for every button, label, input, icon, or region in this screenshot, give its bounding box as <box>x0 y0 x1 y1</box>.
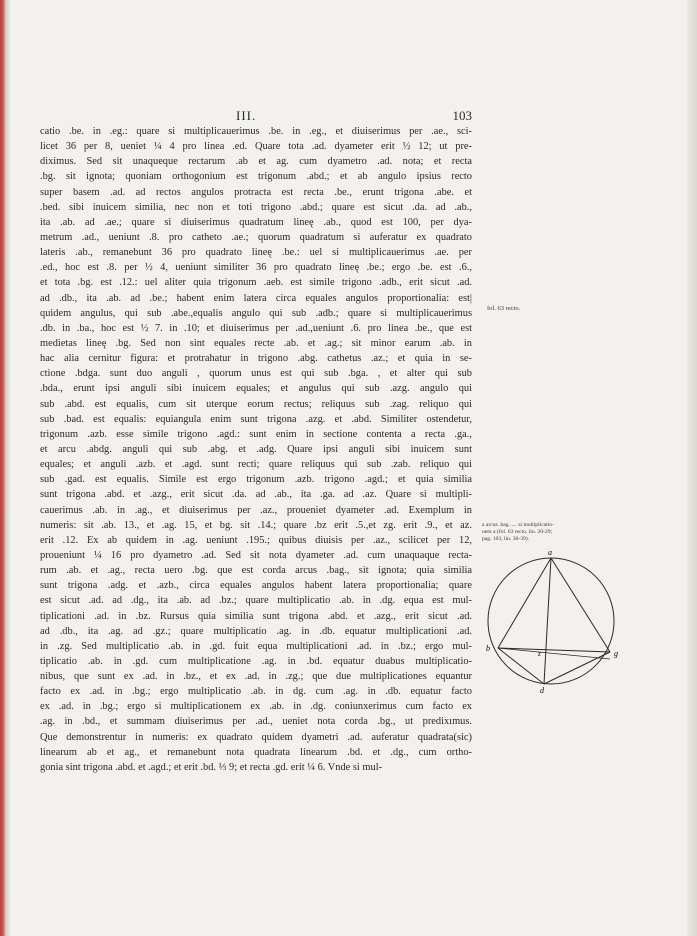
text-line: quidem angulus, qui sub .abe.,equalis angulo qui sub .adb.; quare si multiplicauerimus <box>40 307 472 319</box>
text-line: .db. in .ba., hoc est ½ 7. in .10; et diuiserimus per .ad.,ueniunt .6. pro linea .be., que est <box>40 322 472 334</box>
text-line: .ed., hoc est .8. per ½ 4, ueniunt similiter 36 pro quadrato lineę .be.; ergo .be. est .6., <box>40 262 472 274</box>
circle-diagram <box>478 548 624 694</box>
text-line: cauerimus .ab. in .ag., et diuiserimus per .az., proueniet dyameter .ad. Exemplum in <box>40 504 472 516</box>
text-line: .bda., erunt ipsi anguli sibi inuicem equales; et angulus qui sub .azg. angulo qui <box>40 383 472 395</box>
text-line: sub .abd. est equalis, cum sit uterque eorum rectus; reliquus sub .zag. reliquo qui <box>40 398 472 410</box>
circumscribed-circle <box>488 558 614 684</box>
text-line: ex .ad. in .bg.; ergo si multiplicationem ex .ab. in .dg. coniunxerimus cum facto ex <box>40 701 472 713</box>
text-line: licet 36 per 8, ueniet ¼ 4 pro linea .ed. Quare tota .ad. dyameter erit ½ 12; ut pre- <box>40 141 472 153</box>
text-line: metrum .ad., ueniunt .8. pro catheto .ae.; quorum quadratum si auferatur ex quadrato <box>40 231 472 243</box>
text-line: sub .bad. est equalis: equiangula enim sunt trigona .azg. et .abd. Similiter ostendetur, <box>40 413 472 425</box>
reference-note-line: a arcus .bag. .... si multiplicatio- <box>482 522 554 528</box>
text-line: erit .12. Ex ab quidem in .ag. ueniunt .195.; quibus diuisis per .az., scilicet per 12, <box>40 534 472 546</box>
text-line: lateris .ab., remanebunt 36 pro quadrato lineę .be.: uel si multiplicauerimus .ae. per <box>40 247 472 259</box>
chord-ag <box>551 558 610 652</box>
text-line: facto ex .ad. in .bg.; ergo multiplicatio .ab. in dg. cum .ag. in .db. equatur facto <box>40 686 472 698</box>
label-a: a <box>548 548 552 557</box>
label-b: b <box>486 644 490 653</box>
book-spine-edge <box>0 0 10 936</box>
text-line: gonia sint trigona .abd. et .agd.; et erit .bd. ⅓ 9; et recta .gd. erit ¼ 6. Vnde si mul- <box>40 761 383 773</box>
margin-note-folio: fol. 63 recto. <box>487 305 521 312</box>
page-header <box>40 108 472 124</box>
page-number: 103 <box>452 108 472 123</box>
text-line: numeris: sit .ab. 13., et .ag. 15, et bg. sit .14.; quare .bz erit .5.,et zg. erit .9., et az. <box>40 519 472 531</box>
text-line: sunt trigona .adg. et .azb., circa equales angulos habent latera proportionalia; quare <box>40 580 472 592</box>
text-line: rum .ab. et .ag., recta uero .bg. que est corda arcus .bag., sit ignota; quia similia <box>40 565 472 577</box>
text-line: super basem .ad. ad rectos angulos protracta est recta .be., erunt trigona .abe. et <box>40 186 472 198</box>
text-line: nibus, que sunt ex .ad. in .bz., et ex .ad. in .zg.; que due multiplicationes equantur <box>40 671 472 683</box>
chord-ab <box>498 558 551 648</box>
reference-note-line: pag. 103, lin. 30-39). <box>482 536 530 543</box>
margin-note-reference <box>482 522 612 544</box>
text-line: .bed. sibi inuicem similia, nec non et toti trigono .abd.; quare est sicut .da. ad .ab., <box>40 201 472 213</box>
text-line: proueniunt ¼ 16 pro dyametro .ad. Sed sit nota dyameter .ad. cum unaquaque recta- <box>40 549 472 561</box>
text-line: trigonum .azb. esse simile trigono .agd.: sunt enim in sectione contenta a recta .ga., <box>40 428 472 440</box>
text-line: et tota .bg. est .12.: uel aliter quia trigonum .aeb. est simile trigono .adb., erit sicut .ad. <box>40 277 472 289</box>
text-line: est sicut .ad. ad .dg., ita .ab. ad .bz.; quare multiplicatio .ab. in .dg. equa est mul- <box>40 595 472 607</box>
text-line: catio .be. in .eg.: quare si multiplicauerimus .be. in .eg., et diuiserimus per .ae., sci- <box>40 126 472 137</box>
main-text-block <box>40 124 472 775</box>
text-line: sub .gad. est equalis. Simile est ergo trigonum .azb. trigono .agd.; et quia similia <box>40 474 472 486</box>
text-line: sunt trigona .abd. et .azg., erit sicut .da. ad .ab., ita .ga. ad .az. Quare si multipli- <box>40 489 472 501</box>
page-right-edge <box>687 0 697 936</box>
text-line: .ag. in .bd., et summam diuiserimus per .ad., ueniet nota corda .bg., ut predixımus. <box>40 716 472 728</box>
label-z: z <box>538 650 541 658</box>
text-line: ctione .bdga. sunt duo anguli , quorum unus est qui sub .bga. , et alter qui sub <box>40 368 472 380</box>
reference-note-line: nem a (fol. 63 recto, lin. 20-29; <box>482 529 553 536</box>
label-g: g <box>614 649 618 658</box>
text-line: ad .db., ita .ab. ad .be.; habent enim latera circa equales angulos proportionalia: est| <box>40 292 472 304</box>
diameter-ad <box>544 558 551 684</box>
text-line: ita .ab. ad .ae.; quare si diuiserimus quadratum lineę .ab., quod est 100, per dya- <box>40 216 472 228</box>
label-d: d <box>540 686 544 694</box>
text-line: .bg. sit ignota; quoniam orthogonium est trigonum .abd.; et ab angulo ipsius recto <box>40 171 472 183</box>
text-line: equales; et anguli .azb. et .agd. sunt recti; quare reliquus qui sub .zab. reliquo qui <box>40 459 472 471</box>
geometry-figure <box>478 548 624 694</box>
text-line: medietas lineę .bg. Sed non sint equales recte .ab. et .ag.; sit minor earum .ab. in <box>40 337 472 349</box>
chord-gd <box>544 652 610 684</box>
text-line: in .zg. Sed multiplicatio .ab. in .gd. fuit equa multiplicationi .ad. in .bz.; ergo mul- <box>40 640 472 652</box>
text-line: tiplicationi .ad. in .bz. Rursus quia similia sunt trigona .abd. et .azg., erit sicut .ad. <box>40 610 472 622</box>
text-line: diximus. Sed sit unaqueque rectarum .ab et ag. cum dyametro .ad. nota; et recta <box>40 156 472 168</box>
text-line: tiplicatio .ab. in .gd. cum multiplicatione .ag. in .bd. equatur duabus multiplicatio- <box>40 655 472 667</box>
text-line: ad .db., ita .ag. ad .gz.; quare multiplicatio .ag. in .db. equatur multiplicationi .ad. <box>40 625 472 637</box>
text-line: hac alia cernitur figura: et protrahatur in trigono .abg. cathetus .az.; et quia in se- <box>40 353 472 365</box>
text-line: Que demonstrentur in numeris: ex quadrato quidem dyametri .ad. auferatur quadrata(sic) <box>40 731 472 743</box>
text-line: linearum ab et ag., et remanebunt nota quadrata linearum .bd. et .dg., cum ortho- <box>40 746 472 758</box>
text-line: et arcu .abdg. anguli qui sub .abg. et .adg. Quare ipsi anguli sibi inuicem sunt <box>40 443 472 455</box>
section-numeral: III. <box>236 108 257 123</box>
